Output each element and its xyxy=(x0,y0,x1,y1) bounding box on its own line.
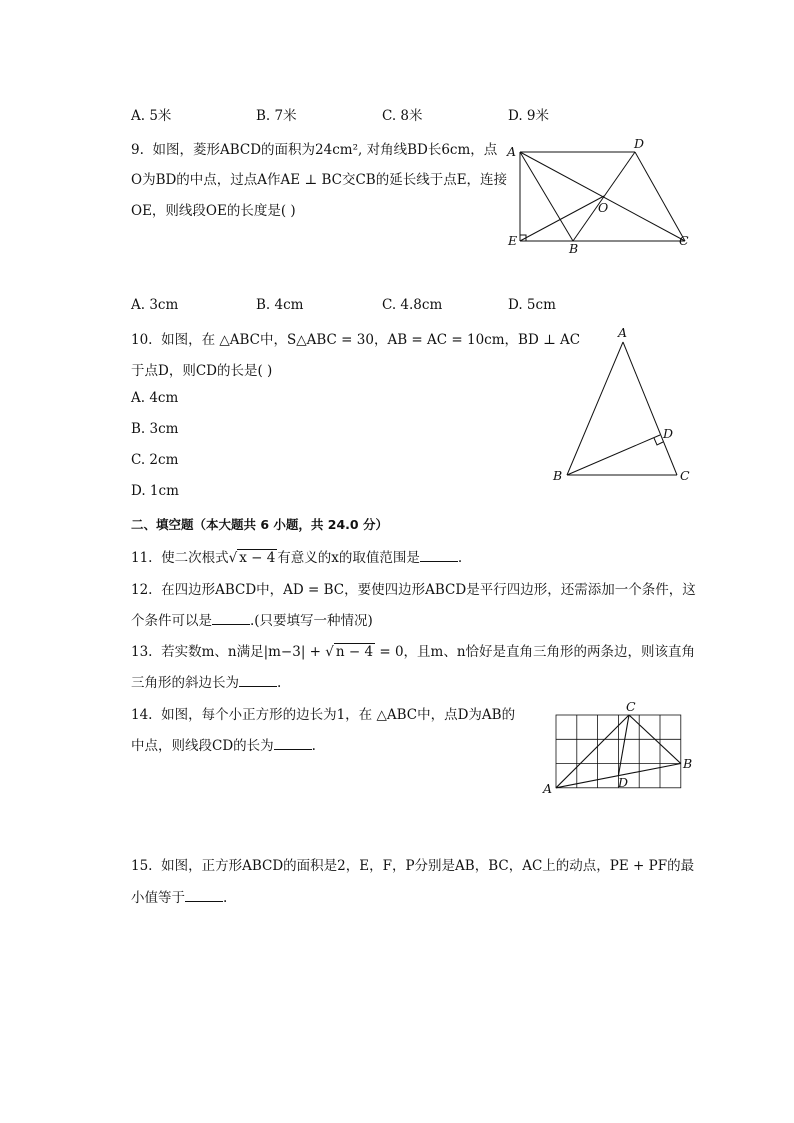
q15-text-1: 如图，正方形ABCD的面积是2，E，F，P分别是AB，BC，AC上的动点，PE + PF的最 xyxy=(161,858,695,874)
q9-label-o: O xyxy=(598,200,609,215)
q9-option-c: C. 4.8cm xyxy=(382,297,443,313)
q14-end: . xyxy=(311,738,316,754)
q11-sqrt-sign: √ xyxy=(228,550,238,566)
q14-label-d: D xyxy=(618,775,629,790)
q14-grid-figure xyxy=(540,700,700,800)
q13-text-post: = 0，且m、n恰好是直角三角形的两条边，则该直角 xyxy=(375,644,696,660)
q10-line1 xyxy=(131,328,580,348)
q12-line2 xyxy=(131,609,373,629)
q13-sqrt-sign: √ xyxy=(325,644,334,660)
q10-option-d: D. 1cm xyxy=(131,483,179,499)
q15-text-2-pre: 小值等于 xyxy=(131,890,185,906)
q11-line xyxy=(131,546,462,566)
q13-line2 xyxy=(131,671,281,691)
q9-number: 9. xyxy=(131,142,144,158)
q14-answer-blank xyxy=(274,737,312,750)
q10-option-c: C. 2cm xyxy=(131,452,179,468)
q9-label-c: C xyxy=(679,233,689,248)
q9-label-a: A xyxy=(507,144,517,159)
section-2-title: 二、填空题（本大题共 6 小题，共 24.0 分） xyxy=(131,517,388,532)
q10-label-b: B xyxy=(553,468,563,483)
q15-line2 xyxy=(131,886,227,906)
q10-number: 10. xyxy=(131,332,153,348)
q12-text-1: 在四边形ABCD中，AD = BC，要使四边形ABCD是平行四边形，还需添加一个条件，这 xyxy=(161,582,696,598)
q10-option-b: B. 3cm xyxy=(131,421,179,437)
q8-option-c: C. 8米 xyxy=(382,108,423,124)
q9-label-b: B xyxy=(569,241,579,256)
q10-line2: 于点D，则CD的长是( ) xyxy=(131,363,273,379)
q9-line3: OE，则线段OE的长度是( ) xyxy=(131,203,296,219)
q10-label-c: C xyxy=(680,468,690,483)
q13-number: 13. xyxy=(131,644,153,660)
q14-text-2-pre: 中点，则线段CD的长为 xyxy=(131,738,274,754)
q13-text-pre: 若实数m、n满足|m−3| + xyxy=(161,644,326,660)
q13-answer-blank xyxy=(239,674,277,687)
q10-text-1: 如图，在 △ABC中，S△ABC = 30，AB = AC = 10cm，BD ⊥ AC xyxy=(161,332,581,348)
q14-line2 xyxy=(131,734,316,754)
q9-option-a: A. 3cm xyxy=(131,297,179,313)
q9-figure xyxy=(505,138,705,258)
q14-number: 14. xyxy=(131,707,153,723)
q14-label-b: B xyxy=(683,756,693,771)
q9-edge-ab xyxy=(520,152,573,241)
q9-text-1: 如图，菱形ABCD的面积为24cm², 对角线BD长6cm，点 xyxy=(152,142,498,158)
q15-line1 xyxy=(131,854,694,874)
q10-figure xyxy=(550,325,700,490)
q11-number: 11. xyxy=(131,550,153,566)
q13-line1 xyxy=(131,640,695,660)
q13-end: . xyxy=(277,675,282,691)
q12-number: 12. xyxy=(131,582,153,598)
q9-option-d: D. 5cm xyxy=(508,297,556,313)
q15-answer-blank xyxy=(185,889,223,902)
q14-line1 xyxy=(131,703,515,723)
q9-line2: O为BD的中点，过点A作AE ⊥ BC交CB的延长线于点E，连接 xyxy=(131,172,508,188)
q15-number: 15. xyxy=(131,858,153,874)
q10-option-a: A. 4cm xyxy=(131,390,179,406)
q9-segment-oe xyxy=(520,196,604,241)
q14-label-a: A xyxy=(543,781,553,796)
q9-line1 xyxy=(131,138,497,158)
q14-label-c: C xyxy=(626,699,636,714)
q9-label-d: D xyxy=(634,136,645,151)
q11-text-pre: 使二次根式 xyxy=(161,550,229,566)
q10-label-d: D xyxy=(663,426,674,441)
q10-label-a: A xyxy=(618,325,628,340)
q10-right-angle-mark xyxy=(654,438,663,445)
q11-answer-blank xyxy=(420,549,458,562)
q9-option-b: B. 4cm xyxy=(256,297,304,313)
q11-end: . xyxy=(457,550,463,566)
q8-option-b: B. 7米 xyxy=(256,108,297,124)
q12-text-2-post: .(只要填写一种情况) xyxy=(250,613,373,629)
q13-radicand: n − 4 xyxy=(335,644,374,660)
q12-text-2-pre: 个条件可以是 xyxy=(131,613,212,629)
q8-option-a: A. 5米 xyxy=(131,108,172,124)
q12-line1 xyxy=(131,578,696,598)
q10-edge-ac xyxy=(623,342,677,475)
q11-text-post: 有意义的x的取值范围是 xyxy=(277,550,420,566)
q12-answer-blank xyxy=(212,612,250,625)
q14-text-1: 如图，每个小正方形的边长为1，在 △ABC中，点D为AB的 xyxy=(161,707,516,723)
q8-option-d: D. 9米 xyxy=(508,108,550,124)
q13-text-2-pre: 三角形的斜边长为 xyxy=(131,675,239,691)
q15-end: . xyxy=(223,890,228,906)
q11-radicand: x − 4 xyxy=(239,550,276,566)
q9-label-e: E xyxy=(508,233,518,248)
